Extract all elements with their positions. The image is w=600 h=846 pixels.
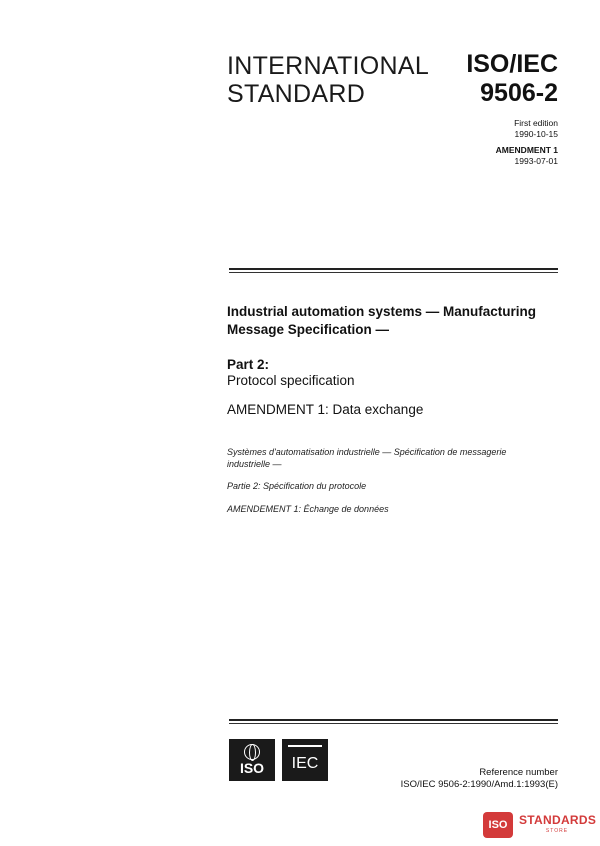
globe-icon: [244, 744, 260, 760]
store-watermark: [483, 810, 598, 840]
iec-logo-text: IEC: [291, 755, 319, 772]
standard-prefix: ISO/IEC: [466, 50, 558, 78]
watermark-text: STANDARDS: [519, 813, 597, 827]
amendment-date: 1993-07-01: [514, 156, 558, 166]
publisher-logos: [229, 739, 328, 781]
amendment-label: AMENDMENT 1: [495, 145, 558, 155]
watermark-badge: ISO: [483, 812, 513, 838]
iec-logo: [282, 739, 328, 781]
reference-number: ISO/IEC 9506-2:1990/Amd.1:1993(E): [400, 779, 558, 790]
document-type-line2: STANDARD: [227, 80, 366, 108]
french-title: Systèmes d'automatisation industrielle — Spécification de messagerie industrielle —: [227, 447, 507, 469]
french-part: Partie 2: Spécification du protocole: [227, 481, 367, 491]
amendment-title: AMENDMENT 1: Data exchange: [227, 402, 424, 417]
part-label: Part 2:: [227, 357, 270, 372]
edition-label: First edition: [514, 118, 558, 128]
document-title: Industrial automation systems — Manufacturing Message Specification —: [227, 304, 537, 337]
watermark-subtext: STORE: [545, 828, 569, 834]
reference-label: Reference number: [479, 767, 558, 778]
document-type: [227, 52, 429, 108]
standard-number: [466, 50, 558, 108]
bottom-divider: [229, 719, 558, 724]
standard-part-number: 9506-2: [480, 79, 558, 107]
top-divider: [229, 268, 558, 273]
iso-logo: [229, 739, 275, 781]
part-name: Protocol specification: [227, 373, 355, 388]
iec-bar-icon: [288, 745, 322, 747]
document-type-line1: INTERNATIONAL: [227, 52, 430, 80]
iso-logo-text: ISO: [239, 760, 265, 776]
french-amendment: AMENDEMENT 1: Échange de données: [227, 504, 389, 514]
edition-info: [496, 118, 558, 167]
edition-date: 1990-10-15: [514, 129, 558, 139]
